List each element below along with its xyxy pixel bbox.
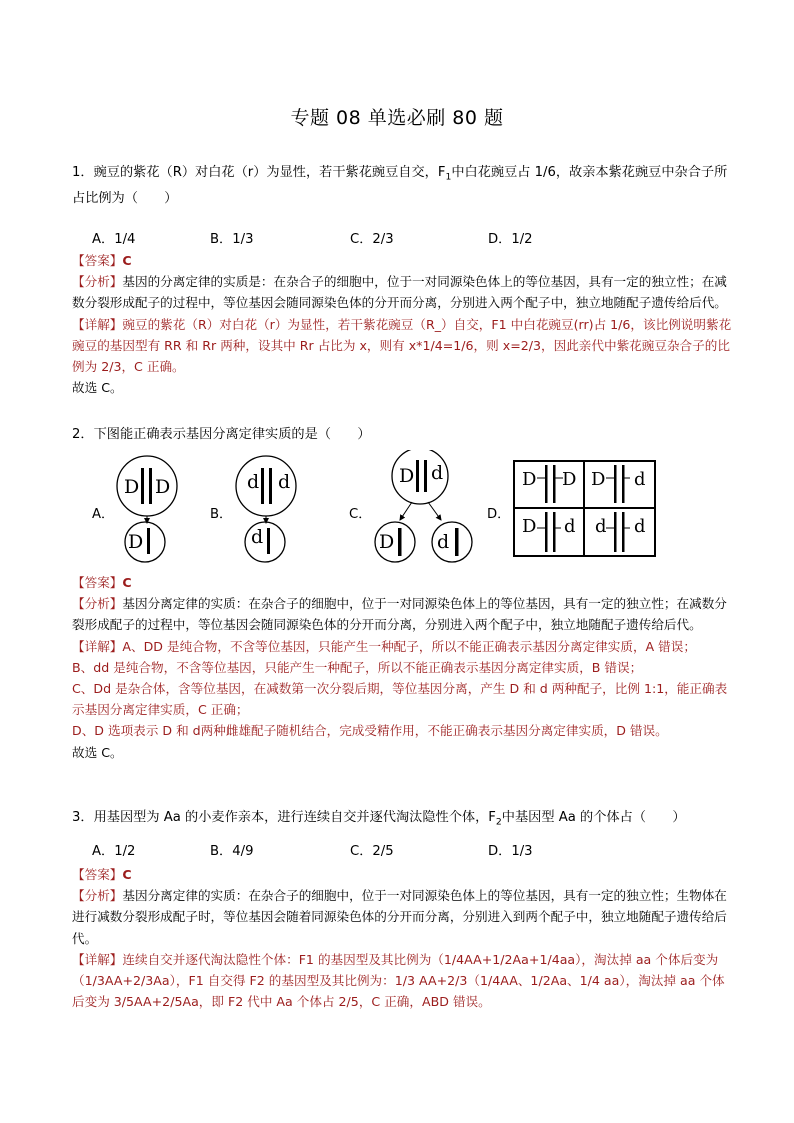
q3-option-d: D．1/3 [488, 844, 533, 859]
question-1-solution [72, 250, 732, 398]
q2-detail-tag: 【详解】 [72, 638, 123, 654]
q2-conclusion: 故选 C。 [72, 744, 123, 760]
diagram-d-cell4-right: d [634, 516, 646, 537]
q1-detail: 豌豆的紫花（R）对白花（r）为显性，若干紫花豌豆（R_）自交，F1 中白花豌豆(rr)占 1/6，该比例说明紫花豌豆的基因型有 RR 和 Rr 两种，设其中 Rr 占比为 x，则有 x*1/4=1/6，则 x=2/3，因此亲代中紫花豌豆杂合子的比例为 2/3，C 正确。 [72, 316, 732, 375]
q2-diagram-label-a: A． [92, 507, 115, 522]
q1-option-d: D．1/2 [488, 232, 533, 247]
q2-detail-line-b: B、dd 是纯合物，不含等位基因，只能产生一种配子，所以不能正确表示基因分离定律实质，B 错误； [72, 659, 643, 675]
question-2-solution [72, 572, 732, 763]
diagram-c-gamete-gene-right: d [437, 531, 450, 553]
q3-stem-part-a: 3．用基因型为 Aa 的小麦作亲本，进行连续自交并逐代淘汰隐性个体，F [72, 810, 496, 825]
q1-analysis: 基因的分离定律的实质是：在杂合子的细胞中，位于一对同源染色体上的等位基因，具有一定的独立性；在减数分裂形成配子的过程中，等位基因会随同源染色体的分开而分离，分别进入两个配子中，独立地随配子遗传给后代。 [72, 274, 727, 311]
diagram-d-cell1-left: D [522, 469, 537, 490]
q1-option-a: A．1/4 [92, 232, 136, 247]
q3-answer-tag: 【答案】 [72, 867, 123, 882]
diagram-d-cell2-right: d [634, 469, 646, 490]
q1-analysis-tag: 【分析】 [72, 274, 123, 290]
question-3-solution [72, 864, 732, 1012]
question-2-stem: 2．下图能正确表示基因分离定律实质的是（ ） [72, 427, 371, 442]
q2-diagram-label-b: B． [210, 507, 233, 522]
diagram-d [514, 461, 655, 556]
diagram-c-gene-left: D [399, 465, 415, 487]
diagram-c-gamete-gene-left: D [379, 531, 395, 553]
q1-stem-part-b: 中白花豌豆占 1/6，故亲本紫花豌豆中杂合子所占比例为（ ） [72, 165, 728, 206]
page-title: 专题 08 单选必刷 80 题 [290, 107, 504, 129]
q1-answer-tag: 【答案】 [72, 253, 123, 268]
q3-option-b: B．4/9 [210, 844, 254, 859]
q1-option-c: C．2/3 [350, 232, 394, 247]
diagram-d-cell3-right: d [564, 516, 576, 537]
diagram-b-gene-left: d [247, 471, 260, 493]
diagram-d-cell3-left: D [522, 516, 537, 537]
q2-answer: C [122, 575, 132, 590]
diagram-c-gene-right: d [431, 462, 444, 484]
q3-option-c: C．2/5 [350, 844, 394, 859]
diagram-b [236, 456, 296, 562]
diagram-a-gene-right: D [155, 476, 171, 498]
q3-stem-subscript: 2 [495, 816, 502, 828]
diagram-c [375, 450, 472, 562]
q1-detail-tag: 【详解】 [72, 316, 123, 332]
q2-diagram-label-c: C． [349, 507, 372, 522]
q3-analysis: 基因分离定律的实质：在杂合子的细胞中，位于一对同源染色体上的等位基因，具有一定的独立性；生物体在进行减数分裂形成配子时，等位基因会随着同源染色体的分开而分离，分别进入到两个配子中，独立地随配子遗传给后代。 [72, 888, 727, 946]
q2-answer-tag: 【答案】 [72, 575, 123, 590]
q2-analysis: 基因分离定律的实质：在杂合子的细胞中，位于一对同源染色体上的等位基因，具有一定的独立性；在减数分裂形成配子的过程中，等位基因会随同源染色体的分开而分离，分别进入两个配子中，独立地随配子遗传给后代。 [72, 596, 727, 633]
q2-detail-line-a: A、DD 是纯合物，不含等位基因，只能产生一种配子，所以不能正确表示基因分离定律实质，A 错误； [122, 638, 696, 654]
q1-option-b: B．1/3 [210, 232, 254, 247]
q3-option-a: A．1/2 [92, 844, 136, 859]
diagram-d-cell2-left: D [591, 469, 606, 490]
diagram-d-cell1-right: D [562, 469, 577, 490]
diagram-a [117, 456, 177, 562]
q3-detail: 连续自交并逐代淘汰隐性个体：F1 的基因型及其比例为（1/4AA+1/2Aa+1/4aa），淘汰掉 aa 个体后变为（1/3AA+2/3Aa），F1 自交得 F2 的基因型及其比例为：1/3 AA+2/3（1/4AA、1/2Aa、1/4 aa），淘汰掉 aa 个体后变为 3/5AA+2/5Aa，即 F2 代中 Aa 个体占 2/5，C 正确，ABD 错误。 [72, 951, 725, 1010]
q1-stem-subscript: 1 [445, 171, 452, 183]
question-1-options [92, 228, 692, 248]
diagram-d-cell4-left: d [595, 516, 607, 537]
q3-detail-tag: 【详解】 [72, 951, 123, 967]
question-3-stem [72, 807, 732, 833]
question-3-options [92, 840, 692, 860]
q3-analysis-tag: 【分析】 [72, 888, 123, 904]
diagram-a-gene-left: D [124, 476, 140, 498]
q2-diagram-label-d: D． [487, 507, 511, 522]
diagram-a-gamete-gene: D [128, 531, 144, 553]
q3-stem-part-b: 中基因型 Aa 的个体占（ ） [501, 810, 686, 825]
q1-conclusion: 故选 C。 [72, 380, 123, 396]
diagram-b-gamete-gene: d [251, 526, 264, 548]
q3-answer: C [122, 867, 132, 882]
question-1-stem [72, 162, 732, 209]
q2-detail-line-c: C、Dd 是杂合体，含等位基因，在减数第一次分裂后期，等位基因分离，产生 D 和 d 两种配子，比例 1:1，能正确表示基因分离定律实质，C 正确； [72, 681, 728, 718]
q2-analysis-tag: 【分析】 [72, 596, 123, 612]
q1-stem-part-a: 1．豌豆的紫花（R）对白花（r）为显性，若干紫花豌豆自交，F [72, 165, 446, 180]
q2-detail-line-d: D、D 选项表示 D 和 d两种雌雄配子随机结合，完成受精作用，不能正确表示基因分离定律实质，D 错误。 [72, 723, 668, 739]
diagram-b-gene-right: d [278, 471, 291, 493]
q2-diagrams [0, 450, 794, 570]
q1-answer: C [122, 253, 132, 268]
